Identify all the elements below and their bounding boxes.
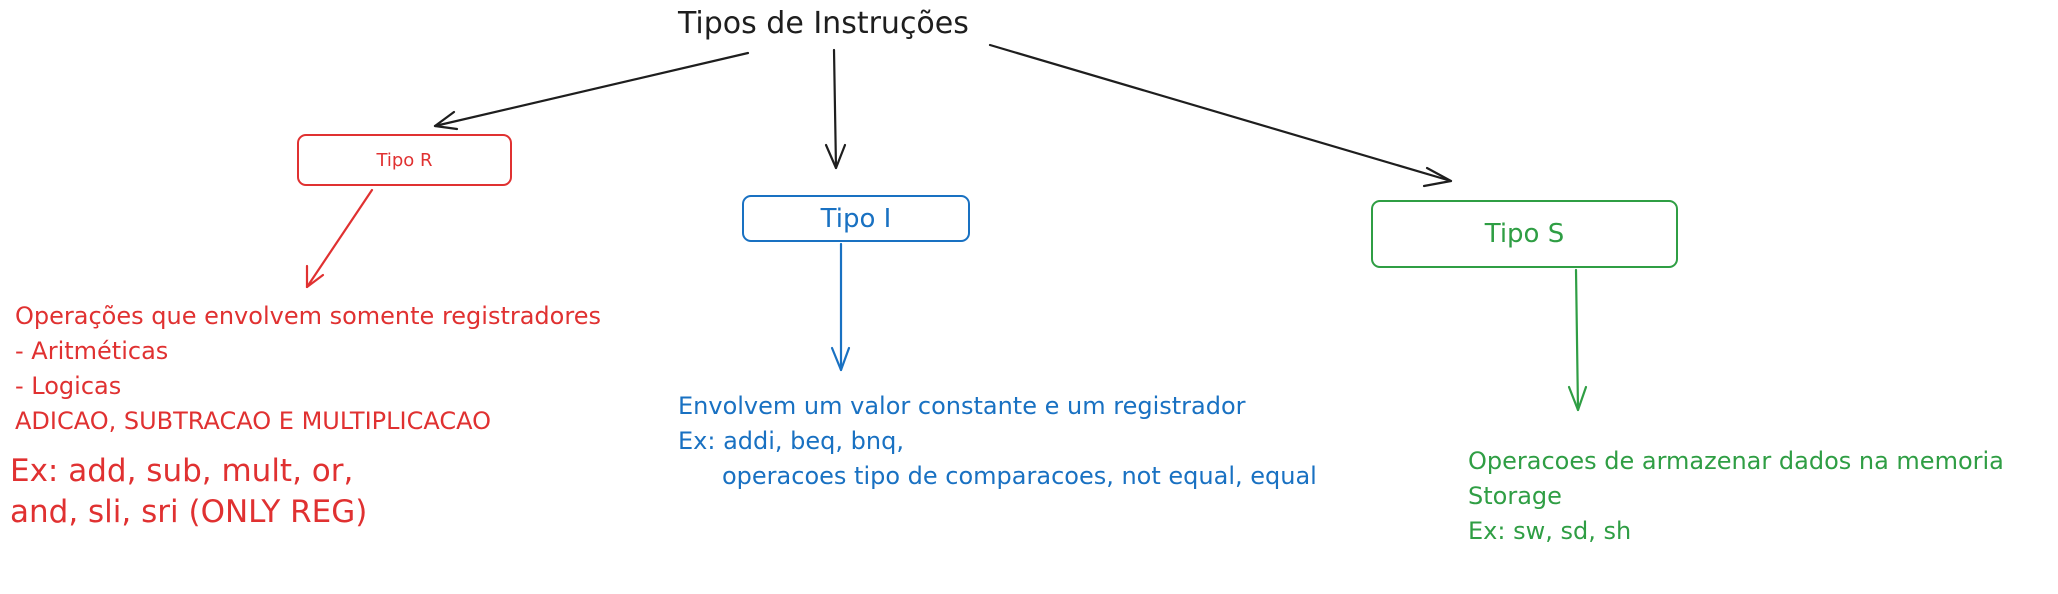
tipo-r-item-aritmeticas: - Aritméticas	[15, 337, 169, 365]
tipo-s-example: Ex: sw, sd, sh	[1468, 517, 1632, 545]
tipo-r-item-logicas: - Logicas	[15, 372, 122, 400]
tipo-r-example-line2: and, sli, sri (ONLY REG)	[10, 494, 368, 530]
tipo-i-example-line1: Ex: addi, beq, bnq,	[678, 427, 904, 455]
tipo-s-label: Tipo S	[1484, 219, 1565, 249]
tipo-r-description: Operações que envolvem somente registradores	[15, 302, 601, 330]
arrow-title-to-tipo-r	[435, 53, 748, 126]
tipo-i-description: Envolvem um valor constante e um registrador	[678, 392, 1246, 420]
tipo-i-label: Tipo I	[820, 203, 892, 234]
diagram-title: Tipos de Instruções	[678, 6, 969, 41]
tipo-r-label: Tipo R	[376, 149, 433, 171]
arrow-title-to-tipo-i	[834, 50, 836, 168]
tipo-s-description: Operacoes de armazenar dados na memoria	[1468, 447, 2004, 475]
arrow-tipo-s-to-desc	[1576, 270, 1578, 410]
tipo-i-box	[742, 195, 970, 242]
tipo-i-example-line2: operacoes tipo de comparacoes, not equal, equal	[722, 462, 1317, 490]
tipo-s-storage: Storage	[1468, 482, 1562, 510]
tipo-r-operations: ADICAO, SUBTRACAO E MULTIPLICACAO	[15, 407, 491, 435]
arrow-title-to-tipo-s	[990, 45, 1451, 181]
tipo-s-box	[1371, 200, 1678, 268]
tipo-r-box	[297, 134, 512, 186]
arrow-title-to-tipo-r-head	[435, 112, 457, 129]
tipo-r-example-line1: Ex: add, sub, mult, or,	[10, 453, 354, 489]
arrow-tipo-r-to-desc	[307, 190, 372, 287]
